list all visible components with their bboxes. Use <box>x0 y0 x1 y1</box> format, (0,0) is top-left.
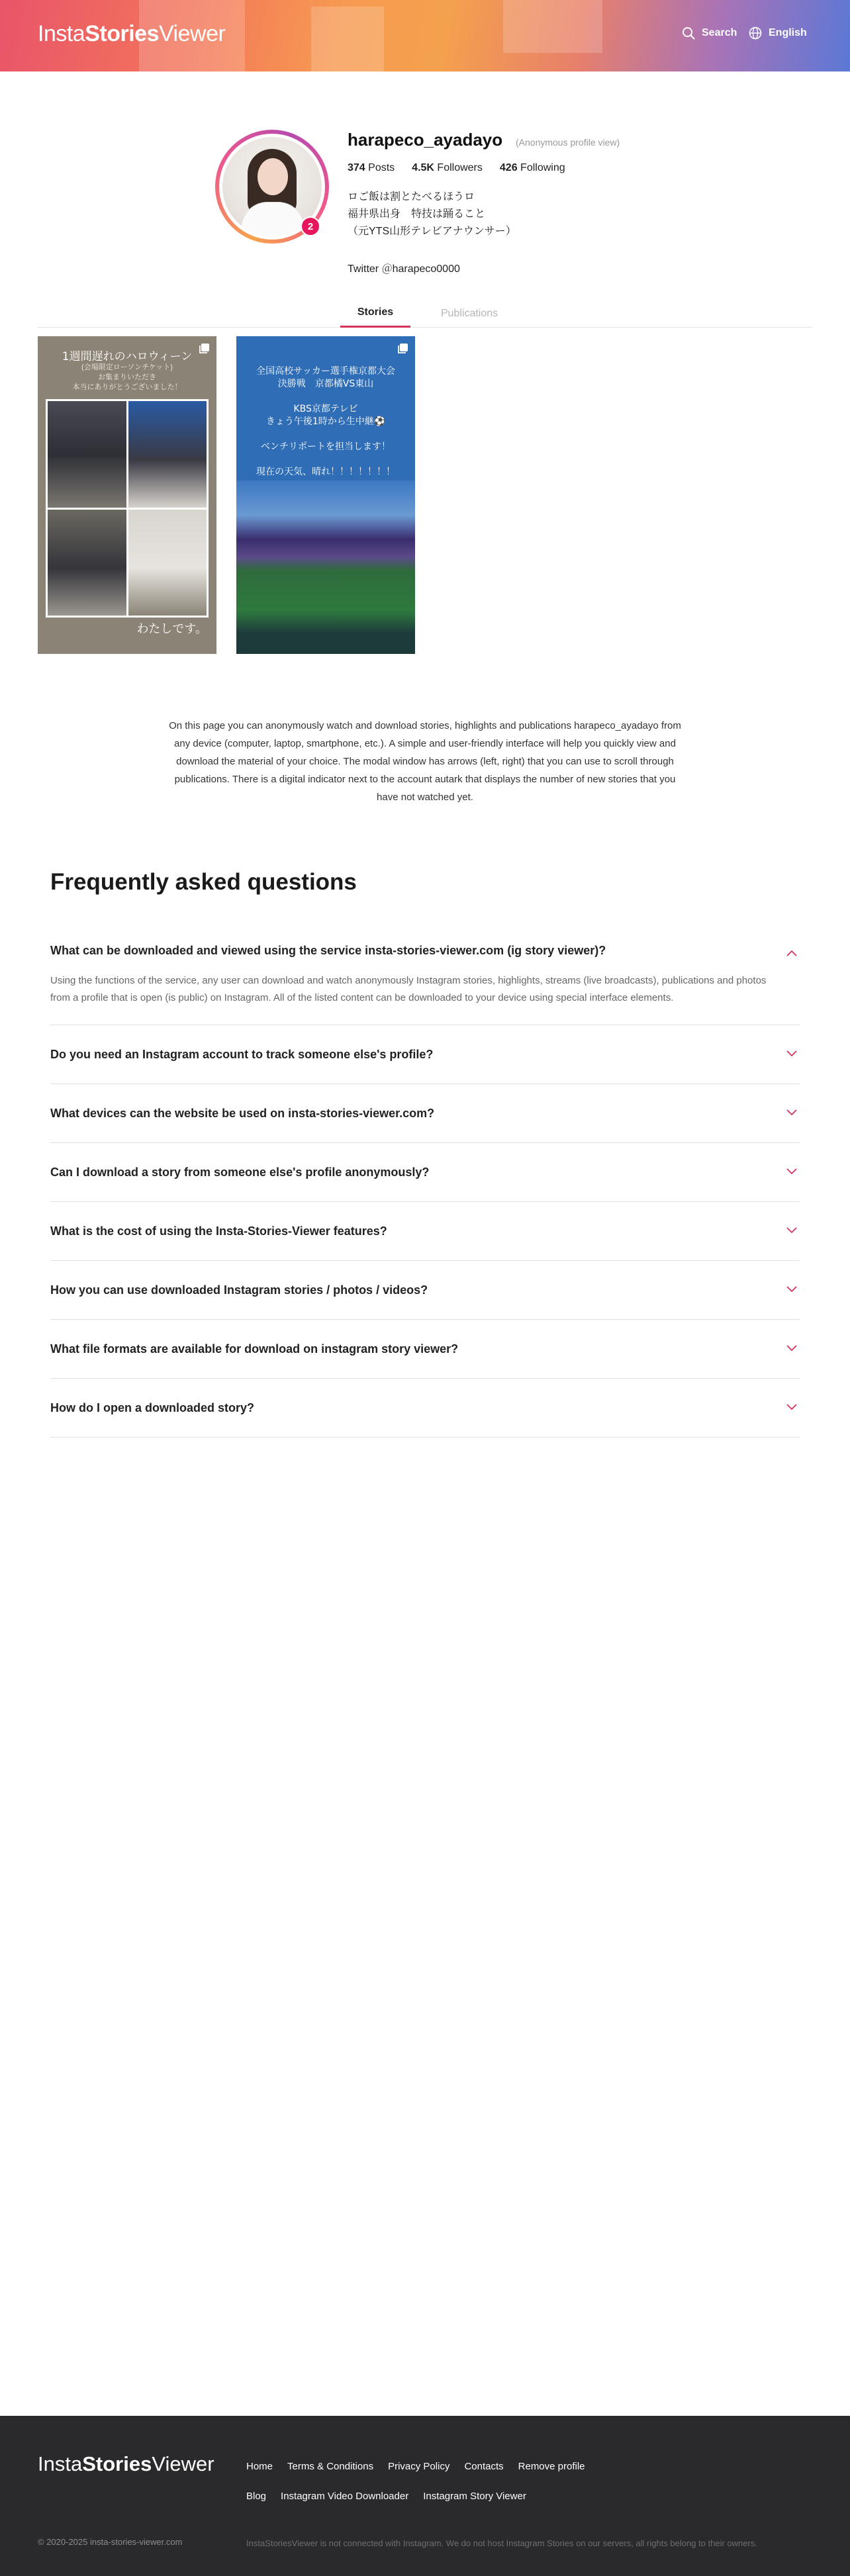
faq-question-text: What devices can the website be used on insta-stories-viewer.com? <box>50 1106 435 1120</box>
profile-username: harapeco_ayadayo <box>348 130 503 150</box>
faq-question[interactable] <box>50 1202 800 1260</box>
search-icon <box>682 26 695 40</box>
site-logo[interactable]: InstaStoriesViewer <box>38 21 226 46</box>
faq-question[interactable] <box>50 1084 800 1142</box>
collage-photo <box>48 510 126 616</box>
stadium-photo <box>236 481 415 654</box>
profile-twitter: Twitter ＠harapeco0000 <box>348 263 460 275</box>
faq-question[interactable] <box>50 1025 800 1083</box>
faq-item <box>50 1084 800 1143</box>
faq-answer: Using the functions of the service, any user can download and watch anonymously Instagram stories, highlights, streams (live broadcasts), publications and photos from a profile that is open (is public) on Instagram. All of the listed content can be downloaded to your device using special interface elements. <box>50 975 767 1003</box>
header-decoration <box>503 0 602 53</box>
footer-link-remove-profile[interactable]: Remove profile <box>518 2461 585 2472</box>
faq-item <box>50 1025 800 1084</box>
anonymous-view-note: (Anonymous profile view) <box>516 137 620 148</box>
faq-item <box>50 1143 800 1202</box>
chevron-down-icon[interactable] <box>786 1345 797 1352</box>
footer-link-story-viewer[interactable]: Instagram Story Viewer <box>423 2491 526 2502</box>
chevron-down-icon[interactable] <box>786 1168 797 1175</box>
footer-link-contacts[interactable]: Contacts <box>464 2461 504 2472</box>
new-stories-badge: 2 <box>301 216 320 236</box>
footer-logo[interactable]: InstaStoriesViewer <box>38 2452 214 2475</box>
story-card[interactable] <box>236 336 415 654</box>
footer-link-privacy[interactable]: Privacy Policy <box>388 2461 450 2472</box>
chevron-up-icon[interactable] <box>786 950 797 956</box>
story-subtitle: (会場限定ローソンチケット) お集まりいただき 本当にありがとうございました！ <box>72 363 182 391</box>
story-text: 全国高校サッカー選手権京都大会 決勝戦 京都橘VS東山 KBS京都テレビ きょう午後1時から生中継⚽ ベンチリポートを担当します！ 現在の天気、晴れ！！！！！！！ <box>256 366 395 477</box>
faq-question[interactable] <box>50 1320 800 1378</box>
globe-icon <box>749 26 762 40</box>
faq-item <box>50 1261 800 1320</box>
footer-link-blog[interactable]: Blog <box>246 2491 267 2502</box>
language-button[interactable] <box>749 26 807 40</box>
search-button[interactable] <box>682 26 737 40</box>
footer-links <box>246 2461 585 2472</box>
faq-item <box>50 926 800 1025</box>
profile-stats <box>348 162 565 174</box>
faq-question-text: How do I open a downloaded story? <box>50 1401 255 1414</box>
collage-photo <box>128 510 207 616</box>
profile-tabs <box>38 299 812 328</box>
chevron-down-icon[interactable] <box>786 1109 797 1116</box>
faq-question[interactable] <box>50 1143 800 1201</box>
tab-publications[interactable]: Publications <box>440 307 498 319</box>
faq-item <box>50 1202 800 1261</box>
story-photo-collage <box>46 399 209 618</box>
chevron-down-icon[interactable] <box>786 1404 797 1410</box>
footer-links-secondary <box>246 2491 526 2502</box>
faq-title: Frequently asked questions <box>50 869 357 895</box>
site-header <box>0 0 850 71</box>
story-caption: わたしです。 <box>136 622 207 636</box>
faq-question[interactable] <box>50 1261 800 1319</box>
faq-list <box>50 926 800 1438</box>
tab-stories[interactable]: Stories <box>340 299 410 328</box>
faq-question[interactable] <box>50 1379 800 1437</box>
faq-question-text: How you can use downloaded Instagram stories / photos / videos? <box>50 1283 428 1297</box>
footer-copyright: © 2020-2025 insta-stories-viewer.com <box>38 2537 183 2547</box>
chevron-down-icon[interactable] <box>786 1050 797 1057</box>
header-decoration <box>311 7 384 71</box>
profile-bio <box>348 189 516 240</box>
avatar-face <box>258 158 288 195</box>
faq-question-text: What can be downloaded and viewed using the service insta-stories-viewer.com (ig story viewer)? <box>50 944 606 957</box>
search-label: Search <box>702 27 737 38</box>
faq-question-text: What is the cost of using the Insta-Stories-Viewer features? <box>50 1224 387 1238</box>
story-title: 1週間遅れのハロウィーン <box>62 350 193 363</box>
bio-line: 福井県出身 特技は踊ること <box>348 208 486 220</box>
footer-link-home[interactable]: Home <box>246 2461 273 2472</box>
footer-link-video-downloader[interactable]: Instagram Video Downloader <box>281 2491 409 2502</box>
following-stat: 426 Following <box>499 162 565 173</box>
posts-stat: 374 Posts <box>348 162 395 173</box>
bio-line: （元YTS山形テレビアナウンサー） <box>348 226 516 237</box>
chevron-down-icon[interactable] <box>786 1286 797 1293</box>
followers-stat: 4.5K Followers <box>412 162 483 173</box>
bio-line: ロご飯は割とたべるほうロ <box>348 191 475 203</box>
faq-item <box>50 1320 800 1379</box>
faq-item <box>50 1379 800 1438</box>
faq-question-text: What file formats are available for download on instagram story viewer? <box>50 1342 459 1356</box>
faq-question[interactable] <box>50 926 800 972</box>
page-description: On this page you can anonymously watch and download stories, highlights and publications harapeco_ayadayo from any device (computer, laptop, smartphone, etc.). A simple and user-friendly interface will help you quickly view and download the material of your choice. The modal window has arrows (left, right) that you can use to scroll through publications. There is a digital indicator next to the account autark that displays the number of new stories that you have not watched yet. <box>169 720 681 803</box>
faq-question-text: Can I download a story from someone else's profile anonymously? <box>50 1165 430 1179</box>
site-footer <box>0 2416 850 2576</box>
language-label: English <box>769 27 807 38</box>
footer-link-terms[interactable]: Terms & Conditions <box>287 2461 374 2472</box>
collage-photo <box>48 401 126 508</box>
story-card[interactable] <box>38 336 216 654</box>
collage-photo <box>128 401 207 508</box>
faq-question-text: Do you need an Instagram account to track someone else's profile? <box>50 1047 434 1061</box>
chevron-down-icon[interactable] <box>786 1227 797 1234</box>
multiple-media-icon <box>397 343 408 355</box>
footer-disclaimer: InstaStoriesViewer is not connected with Instagram. We do not host Instagram Stories on our servers, all rights belong to their owners. <box>246 2538 757 2548</box>
